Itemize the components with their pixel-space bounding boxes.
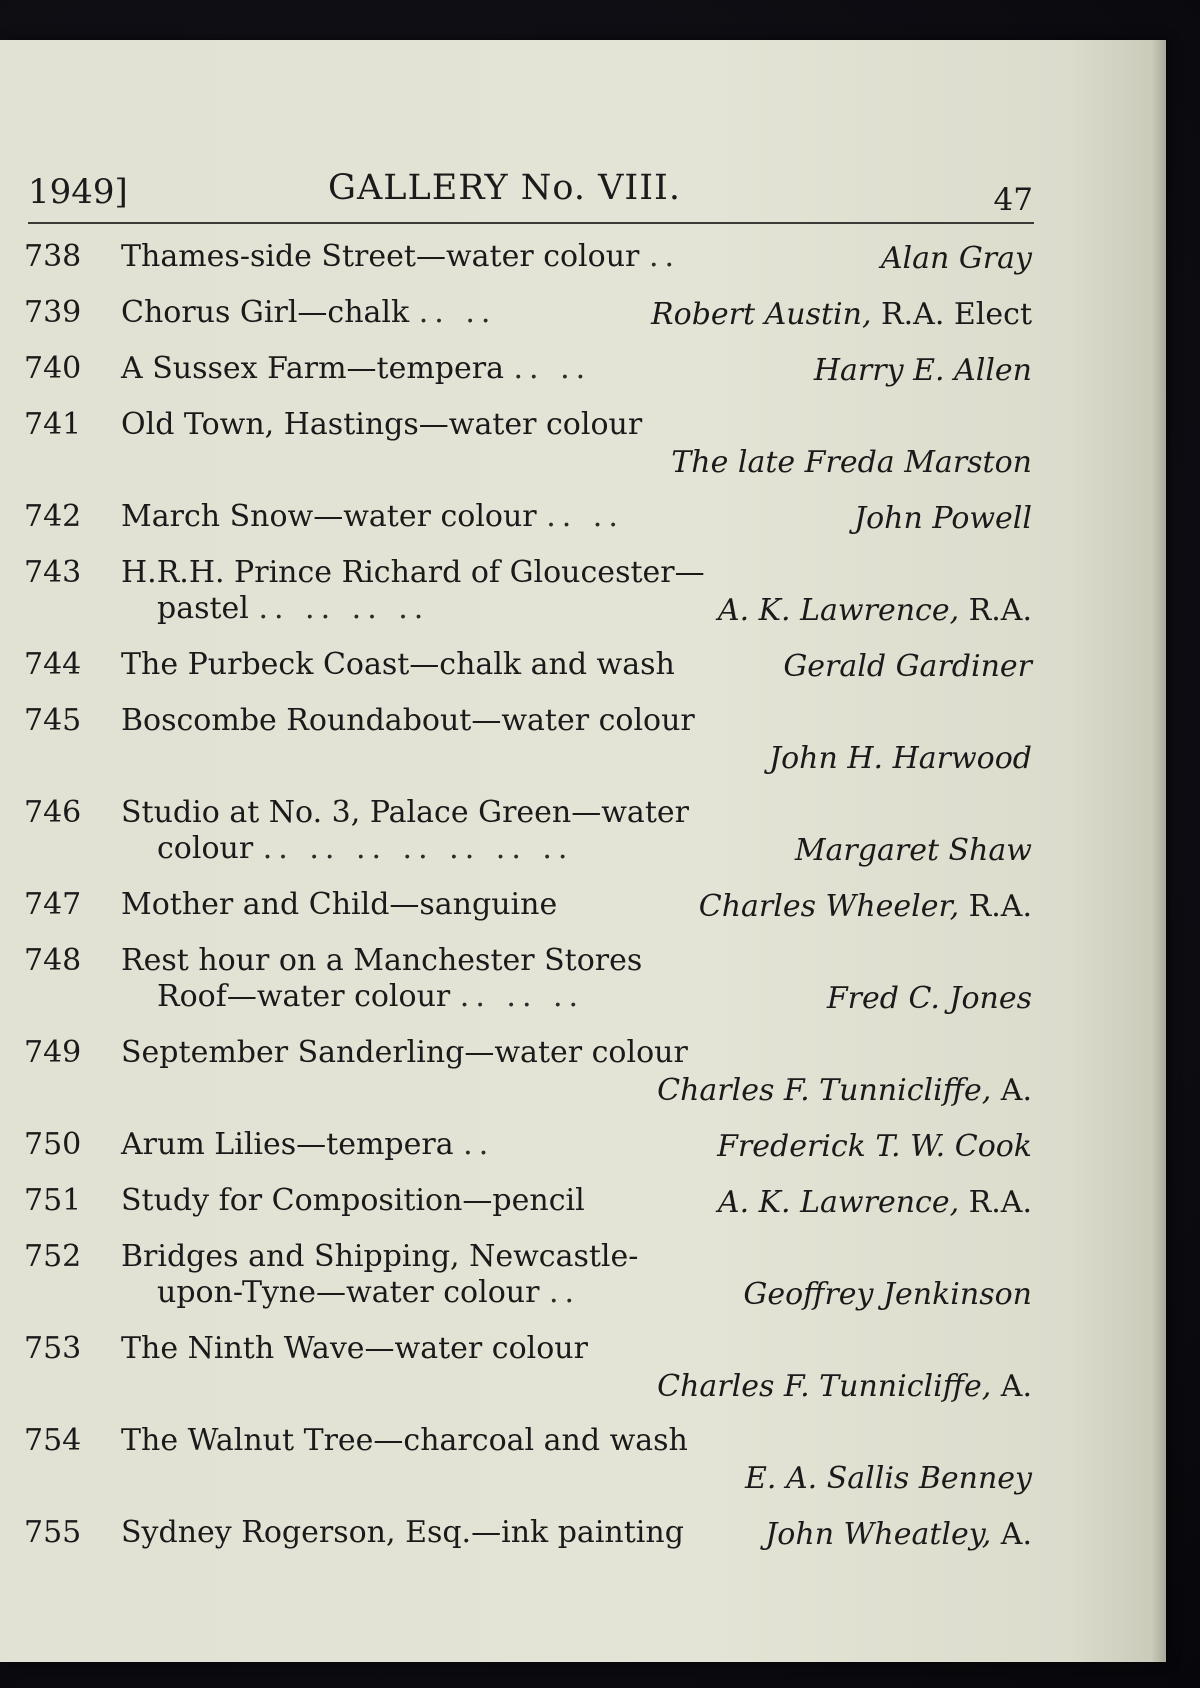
entry-title-continued: pastel .. .. .. ..: [157, 591, 430, 626]
entry-title: The Walnut Tree—charcoal and wash: [121, 1423, 688, 1458]
dot-leader: .. .. ..: [459, 979, 585, 1014]
entry-artist: Margaret Shaw: [794, 833, 1032, 868]
entry-artist: John H. Harwood: [769, 741, 1032, 776]
catalogue-entry: [0, 886, 1040, 924]
catalogue-entry: [0, 1126, 1040, 1164]
entry-number: 755: [24, 1515, 82, 1550]
dot-leader: ..: [648, 239, 681, 274]
dot-leader: ..: [463, 1127, 495, 1162]
entry-number: 753: [24, 1331, 82, 1366]
artist-suffix: R.A. Elect: [881, 297, 1032, 332]
dot-leader: .. ..: [513, 351, 592, 386]
entry-title-continued: upon-Tyne—water colour ..: [157, 1275, 581, 1310]
entry-number: 746: [24, 795, 82, 830]
catalogue-entry: [0, 350, 1040, 388]
dot-leader: .. ..: [546, 499, 624, 534]
catalogue-entry: [0, 1034, 1040, 1108]
entry-title: September Sanderling—water colour: [121, 1035, 688, 1070]
entry-title: Studio at No. 3, Palace Green—water: [121, 795, 689, 830]
entry-title: Old Town, Hastings—water colour: [121, 407, 643, 442]
entry-title: Boscombe Roundabout—water colour: [121, 703, 695, 738]
entry-number: 739: [24, 295, 82, 330]
page-edge: [1150, 40, 1166, 1662]
entry-title-continued: Roof—water colour .. .. ..: [157, 979, 585, 1014]
entry-artist: Geoffrey Jenkinson: [743, 1277, 1032, 1312]
entry-artist: A. K. Lawrence, R.A.: [717, 593, 1032, 628]
entry-artist: Frederick T. W. Cook: [717, 1129, 1032, 1164]
catalogue-entry: [0, 498, 1040, 536]
catalogue-entry: [0, 238, 1040, 276]
entry-title: Rest hour on a Manchester Stores: [121, 943, 643, 978]
page-header: [28, 168, 1033, 224]
artist-suffix: A.: [1000, 1369, 1032, 1404]
artist-suffix: A.: [1000, 1073, 1032, 1108]
entry-artist: Charles F. Tunnicliffe, A.: [657, 1073, 1032, 1108]
page-number: 47: [993, 182, 1033, 218]
entry-title: The Ninth Wave—water colour: [121, 1331, 588, 1366]
entry-artist: Gerald Gardiner: [783, 649, 1032, 684]
entry-title: Arum Lilies—tempera ..: [121, 1127, 495, 1162]
dot-leader: .. .. .. .. .. .. ..: [262, 831, 574, 866]
entry-artist: Fred C. Jones: [826, 981, 1032, 1016]
entry-number: 743: [24, 555, 82, 590]
entry-title: Chorus Girl—chalk .. ..: [121, 295, 497, 330]
entry-artist: Alan Gray: [880, 241, 1032, 276]
entry-title: Study for Composition—pencil: [121, 1183, 585, 1218]
entry-title: The Purbeck Coast—chalk and wash: [121, 647, 675, 682]
entry-artist: Harry E. Allen: [813, 353, 1032, 388]
entry-artist: The late Freda Marston: [671, 445, 1032, 480]
artist-suffix: R.A.: [968, 889, 1032, 924]
header-rule: [28, 222, 1034, 224]
catalogue-entry: [0, 702, 1040, 776]
header-year: 1949]: [28, 172, 128, 212]
entry-number: 742: [24, 499, 82, 534]
entry-artist: Charles F. Tunnicliffe, A.: [657, 1369, 1032, 1404]
catalogue-entry: [0, 1422, 1040, 1496]
artist-suffix: A.: [1000, 1517, 1032, 1552]
dot-leader: .. ..: [418, 295, 497, 330]
entry-title: Bridges and Shipping, Newcastle-: [121, 1239, 639, 1274]
entry-number: 749: [24, 1035, 82, 1070]
entry-number: 745: [24, 703, 82, 738]
entry-artist: Robert Austin, R.A. Elect: [651, 297, 1032, 332]
entry-artist: E. A. Sallis Benney: [744, 1461, 1032, 1496]
catalogue-entry: [0, 646, 1040, 684]
entry-number: 752: [24, 1239, 82, 1274]
entry-number: 754: [24, 1423, 82, 1458]
entry-number: 751: [24, 1183, 82, 1218]
entry-number: 740: [24, 351, 82, 386]
entry-artist: John Wheatley, A.: [765, 1517, 1032, 1552]
entry-title-continued: colour .. .. .. .. .. .. ..: [157, 831, 574, 866]
entry-title: Thames-side Street—water colour ..: [121, 239, 681, 274]
artist-suffix: R.A.: [968, 593, 1032, 628]
catalogue-entry: [0, 1514, 1040, 1552]
entry-artist: Charles Wheeler, R.A.: [698, 889, 1032, 924]
entry-number: 744: [24, 647, 82, 682]
catalogue-entry: [0, 1238, 1040, 1312]
entry-number: 741: [24, 407, 82, 442]
entry-title: Mother and Child—sanguine: [121, 887, 558, 922]
gallery-title: GALLERY No. VIII.: [328, 168, 681, 208]
dot-leader: .. .. .. ..: [258, 591, 430, 626]
catalogue-entry: [0, 942, 1040, 1016]
artist-suffix: R.A.: [968, 1185, 1032, 1220]
entry-number: 750: [24, 1127, 82, 1162]
catalogue-entry: [0, 406, 1040, 480]
catalogue-entry: [0, 794, 1040, 868]
entry-title: Sydney Rogerson, Esq.—ink painting: [121, 1515, 684, 1550]
entry-title: H.R.H. Prince Richard of Gloucester—: [121, 555, 705, 590]
catalogue-entry: [0, 554, 1040, 628]
dot-leader: ..: [549, 1275, 581, 1310]
entry-number: 748: [24, 943, 82, 978]
catalogue-entry: [0, 294, 1040, 332]
entry-title: March Snow—water colour .. ..: [121, 499, 624, 534]
entry-title: A Sussex Farm—tempera .. ..: [121, 351, 592, 386]
entry-number: 738: [24, 239, 82, 274]
catalogue-entry: [0, 1330, 1040, 1404]
entry-artist: A. K. Lawrence, R.A.: [717, 1185, 1032, 1220]
entry-artist: John Powell: [854, 501, 1032, 536]
catalogue-entry: [0, 1182, 1040, 1220]
entry-number: 747: [24, 887, 82, 922]
catalogue-entries: [0, 238, 1040, 1570]
